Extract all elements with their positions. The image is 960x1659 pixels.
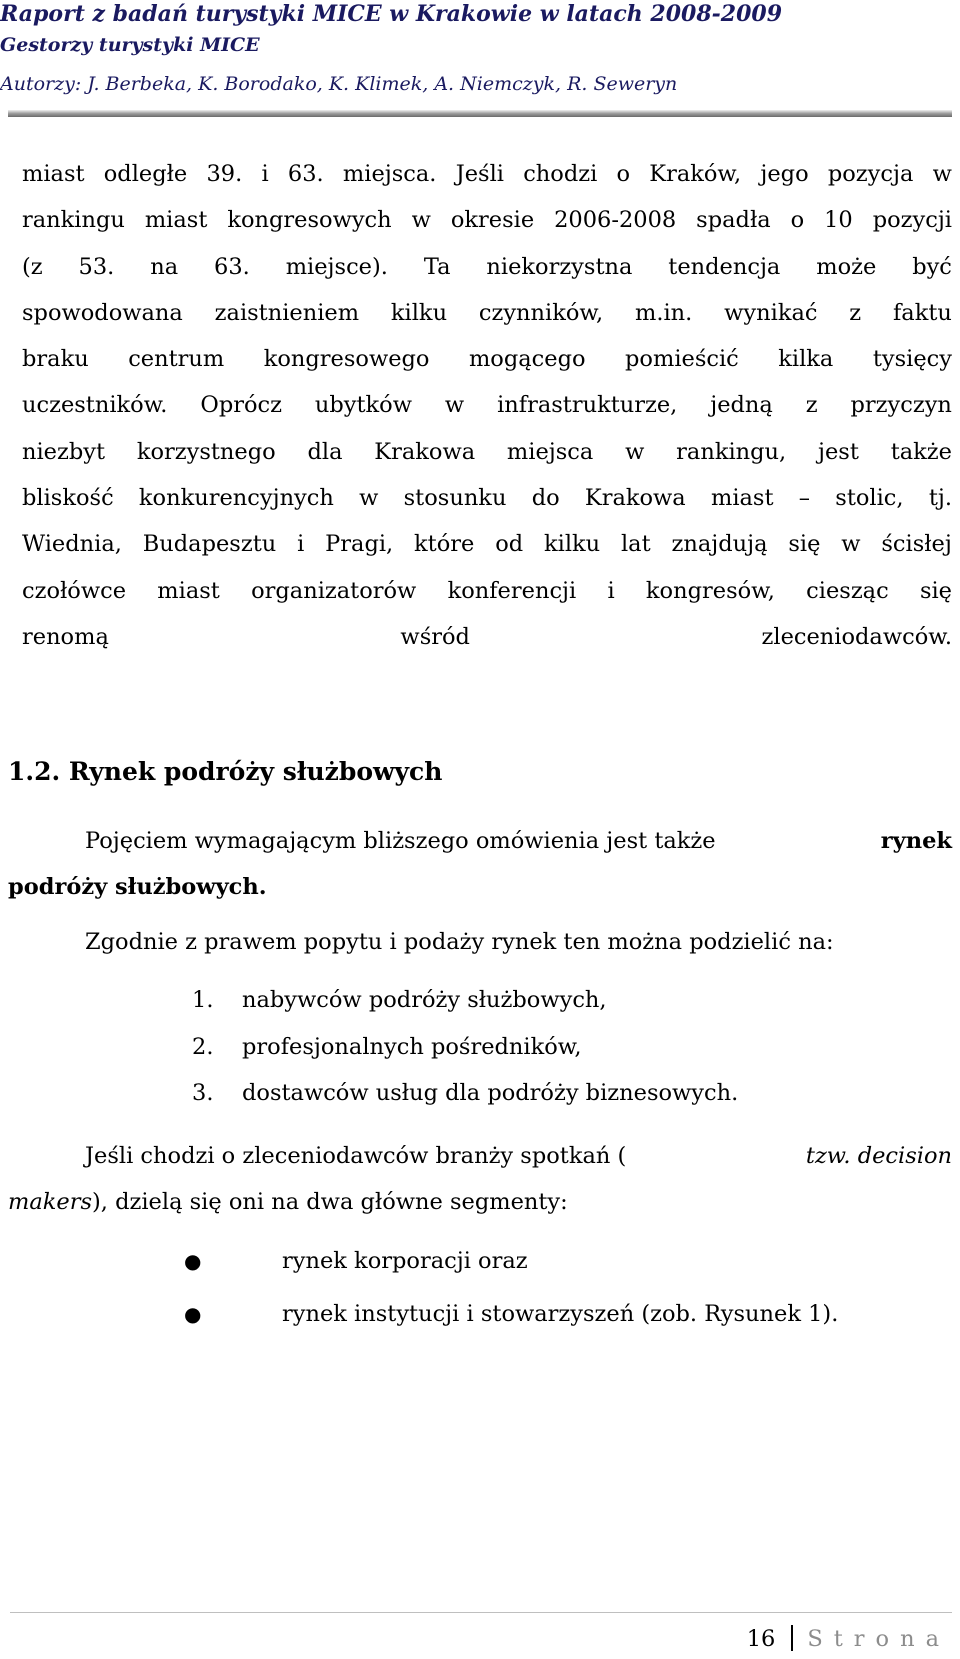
paragraph-market-division: Zgodnie z prawem popytu i podaży rynek ten można podzielić na: xyxy=(85,929,834,955)
page-number: 16 xyxy=(746,1626,776,1652)
paragraph-line xyxy=(8,1179,952,1225)
bullet-icon: ● xyxy=(184,1302,202,1326)
bullet-item-text: rynek korporacji oraz xyxy=(282,1248,528,1274)
paragraph-line: spowodowana zaistnieniem kilku czynników, m.in. wynikać z faktu xyxy=(22,299,952,326)
list-item xyxy=(192,1070,738,1117)
paragraph-line: uczestników. Oprócz ubytków w infrastrukturze, jedną z przyczyn xyxy=(22,392,952,419)
decision-makers-text-end: ), dzielą się oni na dwa główne segmenty: xyxy=(92,1189,568,1215)
paragraph-line: miast odległe 39. i 63. miejsca. Jeśli chodzi o Kraków, jego pozycja w xyxy=(22,161,952,187)
list-item-text: dostawców usług dla podróży biznesowych. xyxy=(242,1080,739,1106)
report-subtitle: Gestorzy turystyki MICE xyxy=(0,34,260,56)
list-item-text: nabywców podróży służbowych, xyxy=(242,987,607,1013)
footer-separator xyxy=(791,1625,793,1651)
paragraph-line xyxy=(8,1133,952,1179)
bullet-list xyxy=(184,1235,838,1341)
paragraph-intro xyxy=(22,151,952,660)
paragraph-line: rankingu miast kongresowych w okresie 2006-2008 spadła o 10 pozycji xyxy=(22,207,952,234)
paragraph-line: bliskość konkurencyjnych w stosunku do Krakowa miast – stolic, tj. xyxy=(22,485,952,512)
page-footer xyxy=(747,1624,950,1654)
paragraph-line: (z 53. na 63. miejsce). Ta niekorzystna tendencja może być xyxy=(22,253,952,280)
decision-makers-term-start: tzw. decision xyxy=(805,1143,952,1169)
bullet-item xyxy=(184,1288,838,1341)
bullet-icon: ● xyxy=(184,1249,202,1273)
bullet-item xyxy=(184,1235,838,1288)
paragraph-line: niezbyt korzystnego dla Krakowa miejsca w rankingu, jest także xyxy=(22,438,952,465)
list-item-number: 2. xyxy=(192,1033,214,1060)
paragraph-line: renomą wśród zleceniodawców. xyxy=(22,623,952,650)
list-item-number: 1. xyxy=(192,987,214,1013)
bullet-item-text: rynek instytucji i stowarzyszeń (zob. Rysunek 1). xyxy=(282,1301,839,1327)
paragraph-definition xyxy=(8,818,952,910)
page-label: Strona xyxy=(807,1626,950,1652)
report-authors: Autorzy: J. Berbeka, K. Borodako, K. Klimek, A. Niemczyk, R. Seweryn xyxy=(0,73,678,95)
list-item-number: 3. xyxy=(192,1080,214,1106)
list-item-text: profesjonalnych pośredników, xyxy=(242,1033,582,1060)
paragraph-line xyxy=(8,864,952,910)
footer-divider xyxy=(10,1612,952,1613)
definition-term-start: rynek xyxy=(880,828,952,854)
paragraph-line: braku centrum kongresowego mogącego pomieścić kilka tysięcy xyxy=(22,346,952,373)
list-item xyxy=(192,977,738,1024)
numbered-list xyxy=(192,977,738,1117)
report-title: Raport z badań turystyki MICE w Krakowie w latach 2008-2009 xyxy=(0,1,782,27)
definition-term-end: podróży służbowych. xyxy=(8,874,267,900)
decision-makers-text: Jeśli chodzi o zleceniodawców branży spotkań ( xyxy=(85,1143,627,1169)
list-item xyxy=(192,1024,738,1071)
paragraph-line: Wiednia, Budapesztu i Pragi, które od kilku lat znajdują się w ścisłej xyxy=(22,531,952,558)
paragraph-decision-makers xyxy=(8,1133,952,1225)
section-heading: 1.2. Rynek podróży służbowych xyxy=(8,757,443,786)
header-divider xyxy=(8,110,952,117)
definition-text: Pojęciem wymagającym bliższego omówienia jest także xyxy=(85,828,716,854)
paragraph-line xyxy=(8,818,952,864)
paragraph-line: czołówce miast organizatorów konferencji i kongresów, ciesząc się xyxy=(22,577,952,604)
decision-makers-term-end: makers xyxy=(8,1189,93,1215)
